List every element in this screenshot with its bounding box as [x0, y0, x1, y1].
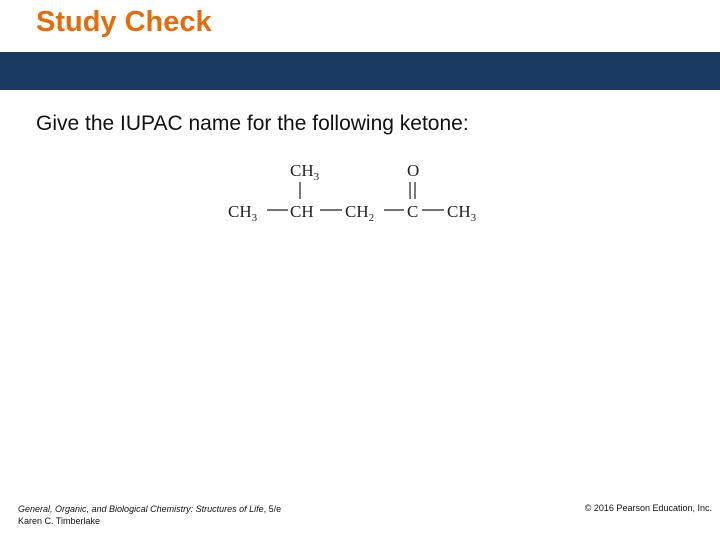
- branch-methyl: $CH_3$: [290, 161, 320, 183]
- book-edition: , 5/e: [263, 504, 282, 514]
- chain-carbon-4: C: [407, 202, 419, 221]
- chain-carbon-5: $CH_3$: [447, 202, 477, 224]
- slide-title: Study Check: [36, 6, 212, 38]
- chain-carbon-2: CH: [290, 202, 314, 221]
- book-author: Karen C. Timberlake: [18, 516, 101, 526]
- chain-carbon-3: $CH_2$: [345, 202, 375, 224]
- chain-carbon-1: $CH_3$: [228, 202, 258, 224]
- book-title: General, Organic, and Biological Chemistry: Structures of Life: [18, 504, 264, 514]
- carbonyl-oxygen: O: [407, 161, 420, 180]
- question-text: Give the IUPAC name for the following ketone:: [36, 112, 469, 135]
- ketone-structure: [220, 152, 500, 232]
- footer-citation: [18, 503, 281, 527]
- copyright-notice: © 2016 Pearson Education, Inc.: [584, 503, 712, 513]
- header-band: [0, 52, 720, 90]
